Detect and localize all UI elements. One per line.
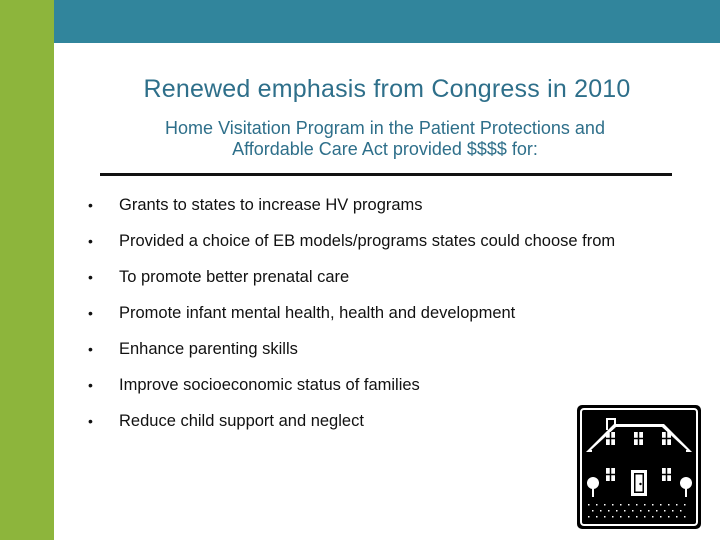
bullet-text: Provided a choice of EB models/programs states could choose from — [119, 232, 616, 250]
bullet-text: Reduce child support and neglect — [119, 412, 364, 430]
bullet-glyph: • — [88, 377, 93, 393]
bullet-item — [88, 408, 615, 444]
bullet-text: Promote infant mental health, health and development — [119, 304, 516, 322]
bullet-text: Improve socioeconomic status of families — [119, 376, 420, 394]
bullet-glyph: • — [88, 341, 93, 357]
bullet-list — [88, 192, 615, 444]
bullet-text: Grants to states to increase HV programs — [119, 196, 423, 214]
bullet-glyph: • — [88, 413, 93, 429]
bullet-glyph: • — [88, 269, 93, 285]
bullet-glyph: • — [88, 233, 93, 249]
bullet-item — [88, 192, 615, 228]
top-accent-bar — [54, 0, 720, 43]
bullet-text: Enhance parenting skills — [119, 340, 298, 358]
left-accent-bar — [0, 0, 54, 540]
bullet-item — [88, 264, 615, 300]
bullet-item — [88, 300, 615, 336]
divider-line — [100, 173, 672, 176]
bullet-item — [88, 228, 615, 264]
subtitle-line-1: Home Visitation Program in the Patient Protections and — [165, 118, 605, 138]
house-icon — [576, 404, 702, 530]
bullet-glyph: • — [88, 305, 93, 321]
bullet-text: To promote better prenatal care — [119, 268, 350, 286]
bullet-item — [88, 336, 615, 372]
subtitle-line-2: Affordable Care Act provided $$$$ for: — [232, 139, 538, 159]
bullet-item — [88, 372, 615, 408]
bullet-glyph: • — [88, 197, 93, 213]
slide-subtitle — [100, 118, 670, 160]
slide-title: Renewed emphasis from Congress in 2010 — [143, 75, 631, 103]
